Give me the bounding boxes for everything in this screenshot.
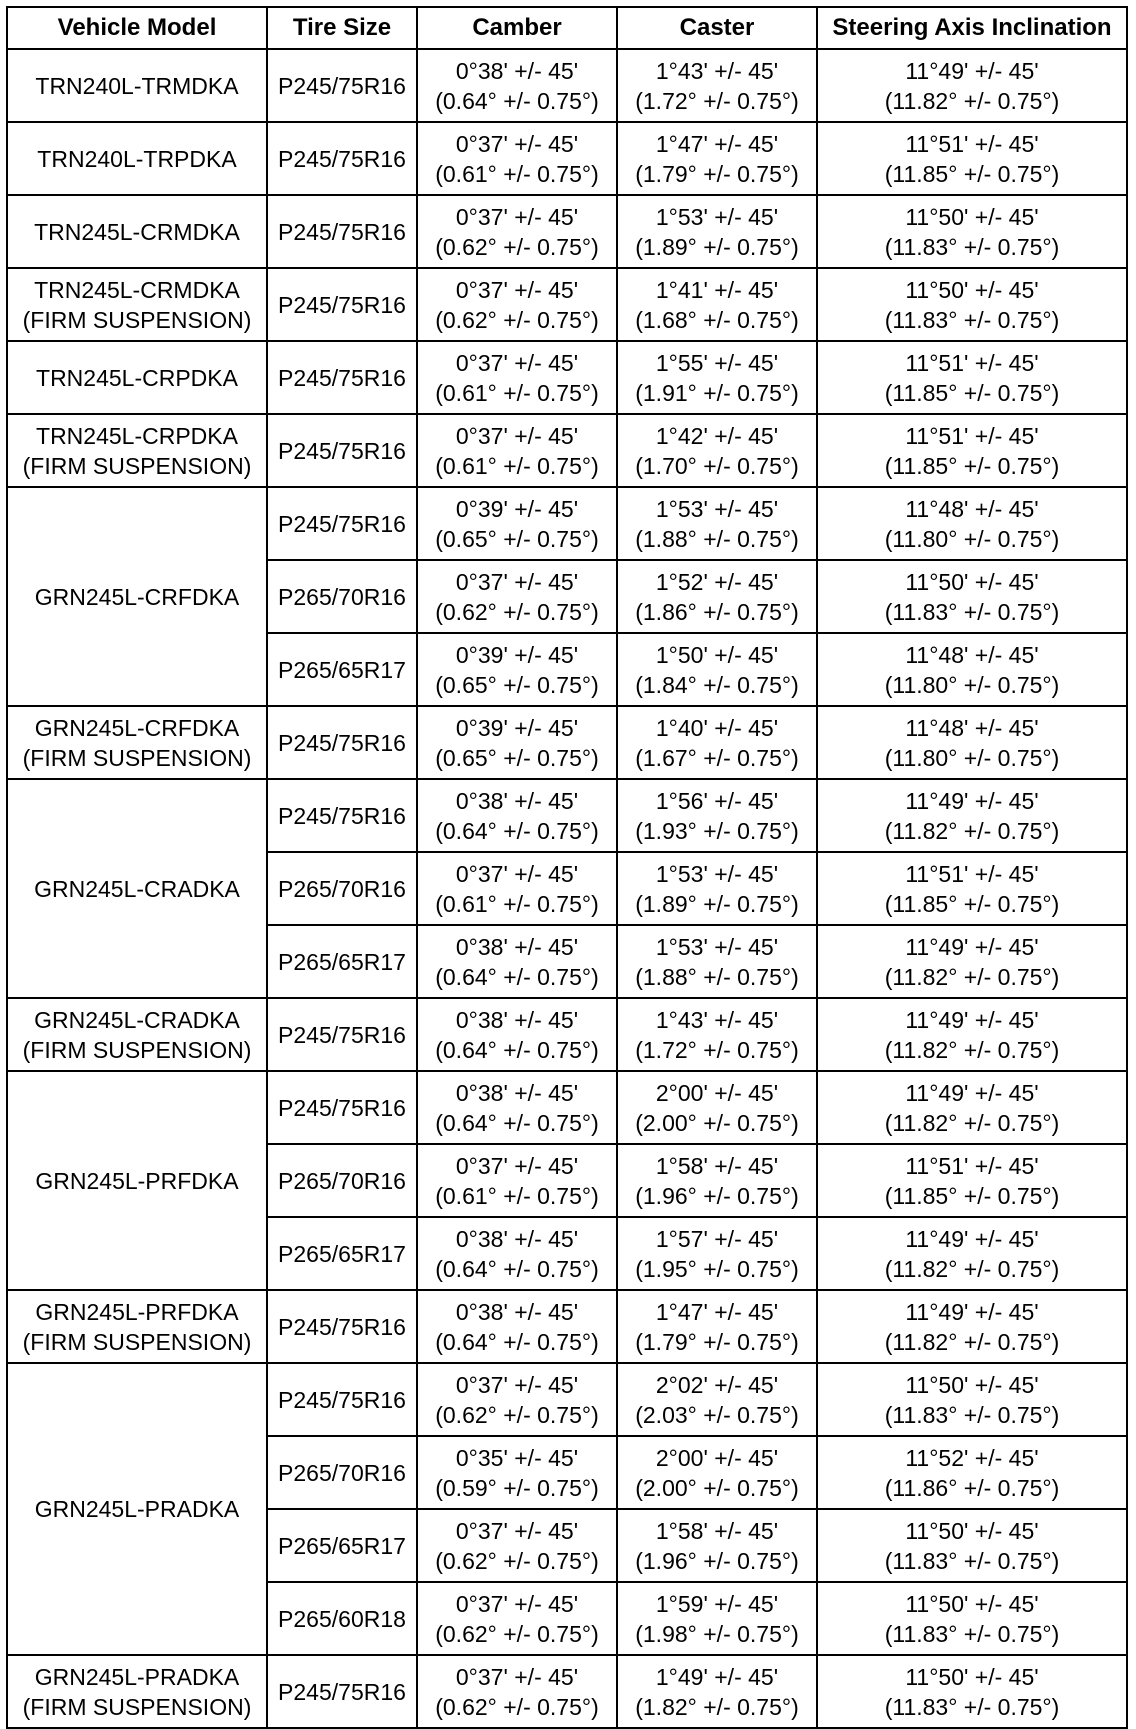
sai-value-line: (11.82° +/- 0.75°) — [884, 1328, 1060, 1355]
sai-value-line: (11.85° +/- 0.75°) — [884, 452, 1060, 479]
steering-axis-inclination-cell — [817, 122, 1127, 195]
camber-cell — [417, 1436, 617, 1509]
tire-size-cell: P245/75R16 — [267, 195, 417, 268]
caster-cell — [617, 1655, 817, 1728]
caster-value-line: 2°02' +/- 45' — [655, 1371, 779, 1398]
sai-value-line: (11.83° +/- 0.75°) — [884, 1401, 1060, 1428]
sai-value-line: 11°49' +/- 45' — [905, 57, 1039, 84]
sai-value-line: (11.83° +/- 0.75°) — [884, 598, 1060, 625]
vehicle-model-cell — [7, 487, 267, 706]
table-row — [7, 195, 1127, 268]
tire-size-cell: P245/75R16 — [267, 268, 417, 341]
caster-value-line: (1.95° +/- 0.75°) — [635, 1255, 799, 1282]
camber-cell — [417, 1144, 617, 1217]
tire-size-cell: P265/60R18 — [267, 1582, 417, 1655]
tire-size-cell: P245/75R16 — [267, 414, 417, 487]
tire-size-cell: P245/75R16 — [267, 49, 417, 122]
caster-value-line: 1°43' +/- 45' — [655, 57, 779, 84]
vehicle-model-cell — [7, 414, 267, 487]
sai-value-line: 11°49' +/- 45' — [905, 787, 1039, 814]
sai-value-line: 11°50' +/- 45' — [905, 1663, 1039, 1690]
vehicle-model-line: GRN245L-CRADKA — [34, 875, 240, 902]
vehicle-model-line: (FIRM SUSPENSION) — [22, 1036, 252, 1063]
camber-value-line: (0.62° +/- 0.75°) — [435, 1693, 599, 1720]
camber-cell — [417, 268, 617, 341]
camber-value-line: 0°38' +/- 45' — [455, 787, 579, 814]
sai-value-line: 11°51' +/- 45' — [905, 1152, 1039, 1179]
camber-value-line: (0.61° +/- 0.75°) — [435, 1182, 599, 1209]
camber-value-line: 0°37' +/- 45' — [455, 349, 579, 376]
vehicle-model-line: (FIRM SUSPENSION) — [22, 306, 252, 333]
caster-value-line: 1°42' +/- 45' — [655, 422, 779, 449]
sai-value-line: (11.80° +/- 0.75°) — [884, 744, 1060, 771]
caster-cell — [617, 268, 817, 341]
table-row — [7, 49, 1127, 122]
caster-cell — [617, 1290, 817, 1363]
caster-value-line: (1.96° +/- 0.75°) — [635, 1182, 799, 1209]
camber-value-line: 0°37' +/- 45' — [455, 1590, 579, 1617]
tire-size-cell: P265/65R17 — [267, 1509, 417, 1582]
camber-cell — [417, 195, 617, 268]
camber-cell — [417, 341, 617, 414]
camber-cell — [417, 706, 617, 779]
tire-size-cell: P245/75R16 — [267, 1655, 417, 1728]
sai-value-line: (11.80° +/- 0.75°) — [884, 671, 1060, 698]
tire-size-cell: P265/65R17 — [267, 633, 417, 706]
tire-size-cell: P265/70R16 — [267, 1144, 417, 1217]
header-camber: Camber — [417, 7, 617, 49]
table-row — [7, 1290, 1127, 1363]
caster-value-line: (2.00° +/- 0.75°) — [635, 1109, 799, 1136]
caster-value-line: 1°43' +/- 45' — [655, 1006, 779, 1033]
caster-value-line: 1°53' +/- 45' — [655, 860, 779, 887]
camber-value-line: 0°38' +/- 45' — [455, 1079, 579, 1106]
steering-axis-inclination-cell — [817, 1217, 1127, 1290]
caster-cell — [617, 1436, 817, 1509]
sai-value-line: (11.83° +/- 0.75°) — [884, 306, 1060, 333]
tire-size-cell: P265/65R17 — [267, 1217, 417, 1290]
camber-value-line: 0°39' +/- 45' — [455, 714, 579, 741]
sai-value-line: 11°48' +/- 45' — [905, 641, 1039, 668]
steering-axis-inclination-cell — [817, 1071, 1127, 1144]
camber-value-line: 0°37' +/- 45' — [455, 1663, 579, 1690]
alignment-spec-table — [6, 6, 1128, 1729]
camber-value-line: (0.61° +/- 0.75°) — [435, 890, 599, 917]
caster-cell — [617, 633, 817, 706]
steering-axis-inclination-cell — [817, 852, 1127, 925]
sai-value-line: 11°51' +/- 45' — [905, 422, 1039, 449]
tire-size-cell: P265/70R16 — [267, 1436, 417, 1509]
sai-value-line: 11°49' +/- 45' — [905, 1079, 1039, 1106]
camber-value-line: 0°37' +/- 45' — [455, 1517, 579, 1544]
sai-value-line: (11.85° +/- 0.75°) — [884, 160, 1060, 187]
caster-value-line: 1°49' +/- 45' — [655, 1663, 779, 1690]
caster-value-line: 1°41' +/- 45' — [655, 276, 779, 303]
steering-axis-inclination-cell — [817, 706, 1127, 779]
caster-value-line: 1°50' +/- 45' — [655, 641, 779, 668]
caster-value-line: 1°40' +/- 45' — [655, 714, 779, 741]
caster-value-line: (2.03° +/- 0.75°) — [635, 1401, 799, 1428]
sai-value-line: 11°49' +/- 45' — [905, 1006, 1039, 1033]
camber-value-line: 0°37' +/- 45' — [455, 422, 579, 449]
table-row — [7, 706, 1127, 779]
camber-cell — [417, 49, 617, 122]
caster-value-line: 1°47' +/- 45' — [655, 130, 779, 157]
steering-axis-inclination-cell — [817, 1655, 1127, 1728]
camber-value-line: 0°38' +/- 45' — [455, 1006, 579, 1033]
camber-cell — [417, 487, 617, 560]
sai-value-line: (11.85° +/- 0.75°) — [884, 379, 1060, 406]
table-row — [7, 414, 1127, 487]
steering-axis-inclination-cell — [817, 925, 1127, 998]
steering-axis-inclination-cell — [817, 268, 1127, 341]
sai-value-line: (11.82° +/- 0.75°) — [884, 1109, 1060, 1136]
tire-size-cell: P245/75R16 — [267, 1071, 417, 1144]
camber-cell — [417, 633, 617, 706]
camber-value-line: 0°37' +/- 45' — [455, 1152, 579, 1179]
sai-value-line: 11°51' +/- 45' — [905, 349, 1039, 376]
vehicle-model-line: (FIRM SUSPENSION) — [22, 452, 252, 479]
camber-cell — [417, 1655, 617, 1728]
camber-value-line: (0.62° +/- 0.75°) — [435, 233, 599, 260]
header-tire-size: Tire Size — [267, 7, 417, 49]
sai-value-line: 11°49' +/- 45' — [905, 1298, 1039, 1325]
vehicle-model-cell — [7, 1290, 267, 1363]
caster-value-line: 1°53' +/- 45' — [655, 495, 779, 522]
sai-value-line: 11°51' +/- 45' — [905, 860, 1039, 887]
caster-cell — [617, 1217, 817, 1290]
caster-value-line: 1°59' +/- 45' — [655, 1590, 779, 1617]
camber-value-line: (0.64° +/- 0.75°) — [435, 1255, 599, 1282]
vehicle-model-cell — [7, 49, 267, 122]
camber-cell — [417, 852, 617, 925]
caster-cell — [617, 779, 817, 852]
alignment-spec-sheet — [6, 6, 1126, 1729]
tire-size-cell: P245/75R16 — [267, 706, 417, 779]
vehicle-model-line: GRN245L-PRADKA — [34, 1663, 240, 1690]
caster-value-line: (1.86° +/- 0.75°) — [635, 598, 799, 625]
caster-cell — [617, 1582, 817, 1655]
vehicle-model-cell — [7, 1363, 267, 1655]
camber-value-line: 0°37' +/- 45' — [455, 130, 579, 157]
caster-value-line: (1.96° +/- 0.75°) — [635, 1547, 799, 1574]
camber-value-line: 0°37' +/- 45' — [455, 1371, 579, 1398]
caster-cell — [617, 195, 817, 268]
caster-value-line: 1°47' +/- 45' — [655, 1298, 779, 1325]
camber-cell — [417, 414, 617, 487]
sai-value-line: (11.82° +/- 0.75°) — [884, 1036, 1060, 1063]
camber-value-line: (0.64° +/- 0.75°) — [435, 1036, 599, 1063]
camber-value-line: (0.65° +/- 0.75°) — [435, 525, 599, 552]
camber-cell — [417, 122, 617, 195]
camber-value-line: (0.62° +/- 0.75°) — [435, 1401, 599, 1428]
tire-size-cell: P265/70R16 — [267, 560, 417, 633]
camber-value-line: (0.65° +/- 0.75°) — [435, 671, 599, 698]
sai-value-line: (11.83° +/- 0.75°) — [884, 233, 1060, 260]
caster-value-line: (1.84° +/- 0.75°) — [635, 671, 799, 698]
camber-value-line: 0°37' +/- 45' — [455, 276, 579, 303]
caster-value-line: (2.00° +/- 0.75°) — [635, 1474, 799, 1501]
steering-axis-inclination-cell — [817, 341, 1127, 414]
caster-value-line: (1.79° +/- 0.75°) — [635, 1328, 799, 1355]
vehicle-model-line: GRN245L-PRADKA — [34, 1496, 240, 1522]
sai-value-line: 11°50' +/- 45' — [905, 203, 1039, 230]
camber-cell — [417, 1290, 617, 1363]
caster-value-line: (1.89° +/- 0.75°) — [635, 233, 799, 260]
sai-value-line: 11°50' +/- 45' — [905, 276, 1039, 303]
camber-value-line: 0°38' +/- 45' — [455, 1225, 579, 1252]
camber-value-line: (0.61° +/- 0.75°) — [435, 452, 599, 479]
steering-axis-inclination-cell — [817, 779, 1127, 852]
table-row — [7, 268, 1127, 341]
caster-value-line: 2°00' +/- 45' — [655, 1079, 779, 1106]
vehicle-model-line: TRN240L-TRPDKA — [37, 145, 237, 172]
table-header — [7, 7, 1127, 49]
table-row — [7, 998, 1127, 1071]
camber-value-line: (0.62° +/- 0.75°) — [435, 598, 599, 625]
vehicle-model-cell — [7, 779, 267, 998]
caster-value-line: (1.91° +/- 0.75°) — [635, 379, 799, 406]
caster-cell — [617, 925, 817, 998]
vehicle-model-cell — [7, 706, 267, 779]
caster-value-line: (1.88° +/- 0.75°) — [635, 963, 799, 990]
caster-value-line: 1°58' +/- 45' — [655, 1152, 779, 1179]
camber-value-line: (0.62° +/- 0.75°) — [435, 306, 599, 333]
camber-cell — [417, 1509, 617, 1582]
steering-axis-inclination-cell — [817, 414, 1127, 487]
vehicle-model-line: GRN245L-CRADKA — [34, 1006, 240, 1033]
sai-value-line: 11°50' +/- 45' — [905, 1371, 1039, 1398]
camber-value-line: 0°38' +/- 45' — [455, 1298, 579, 1325]
tire-size-cell: P265/70R16 — [267, 852, 417, 925]
tire-size-cell: P245/75R16 — [267, 122, 417, 195]
vehicle-model-line: GRN245L-PRFDKA — [35, 1298, 239, 1325]
caster-value-line: 1°53' +/- 45' — [655, 203, 779, 230]
header-row — [7, 7, 1127, 49]
camber-value-line: 0°38' +/- 45' — [455, 57, 579, 84]
tire-size-cell: P245/75R16 — [267, 1290, 417, 1363]
caster-value-line: 1°55' +/- 45' — [655, 349, 779, 376]
steering-axis-inclination-cell — [817, 1582, 1127, 1655]
tire-size-cell: P245/75R16 — [267, 487, 417, 560]
camber-value-line: (0.62° +/- 0.75°) — [435, 1620, 599, 1647]
caster-cell — [617, 414, 817, 487]
vehicle-model-cell — [7, 122, 267, 195]
camber-value-line: 0°39' +/- 45' — [455, 641, 579, 668]
sai-value-line: (11.82° +/- 0.75°) — [884, 817, 1060, 844]
caster-value-line: (1.70° +/- 0.75°) — [635, 452, 799, 479]
camber-value-line: 0°38' +/- 45' — [455, 933, 579, 960]
camber-cell — [417, 1071, 617, 1144]
vehicle-model-cell — [7, 1655, 267, 1728]
steering-axis-inclination-cell — [817, 1144, 1127, 1217]
vehicle-model-line: TRN245L-CRMDKA — [34, 218, 240, 245]
sai-value-line: (11.82° +/- 0.75°) — [884, 963, 1060, 990]
camber-value-line: (0.64° +/- 0.75°) — [435, 87, 599, 114]
header-steering-axis-inclination: Steering Axis Inclination — [817, 7, 1127, 49]
caster-value-line: (1.72° +/- 0.75°) — [635, 87, 799, 114]
caster-cell — [617, 706, 817, 779]
camber-value-line: (0.65° +/- 0.75°) — [435, 744, 599, 771]
tire-size-cell: P245/75R16 — [267, 1363, 417, 1436]
tire-size-cell: P245/75R16 — [267, 341, 417, 414]
vehicle-model-cell — [7, 998, 267, 1071]
tire-size-cell: P265/65R17 — [267, 925, 417, 998]
camber-value-line: (0.62° +/- 0.75°) — [435, 1547, 599, 1574]
vehicle-model-line: TRN240L-TRMDKA — [35, 72, 239, 99]
steering-axis-inclination-cell — [817, 195, 1127, 268]
camber-value-line: (0.61° +/- 0.75°) — [435, 379, 599, 406]
sai-value-line: 11°49' +/- 45' — [905, 933, 1039, 960]
table-row — [7, 1655, 1127, 1728]
tire-size-cell: P245/75R16 — [267, 998, 417, 1071]
vehicle-model-cell — [7, 1071, 267, 1290]
vehicle-model-line: GRN245L-PRFDKA — [35, 1167, 239, 1194]
caster-cell — [617, 998, 817, 1071]
steering-axis-inclination-cell — [817, 49, 1127, 122]
camber-value-line: 0°35' +/- 45' — [455, 1444, 579, 1471]
camber-cell — [417, 925, 617, 998]
camber-cell — [417, 1363, 617, 1436]
sai-value-line: (11.82° +/- 0.75°) — [884, 1255, 1060, 1282]
camber-value-line: (0.61° +/- 0.75°) — [435, 160, 599, 187]
caster-value-line: 1°58' +/- 45' — [655, 1517, 779, 1544]
caster-value-line: 1°57' +/- 45' — [655, 1225, 779, 1252]
vehicle-model-cell — [7, 268, 267, 341]
sai-value-line: 11°51' +/- 45' — [905, 130, 1039, 157]
steering-axis-inclination-cell — [817, 487, 1127, 560]
camber-value-line: 0°39' +/- 45' — [455, 495, 579, 522]
caster-value-line: (1.67° +/- 0.75°) — [635, 744, 799, 771]
camber-value-line: (0.59° +/- 0.75°) — [435, 1474, 599, 1501]
table-body — [7, 49, 1127, 1728]
sai-value-line: (11.86° +/- 0.75°) — [884, 1474, 1060, 1501]
caster-value-line: 1°56' +/- 45' — [655, 787, 779, 814]
camber-cell — [417, 1582, 617, 1655]
sai-value-line: 11°50' +/- 45' — [905, 1517, 1039, 1544]
steering-axis-inclination-cell — [817, 633, 1127, 706]
caster-cell — [617, 49, 817, 122]
sai-value-line: 11°48' +/- 45' — [905, 495, 1039, 522]
header-vehicle-model: Vehicle Model — [7, 7, 267, 49]
caster-value-line: 2°00' +/- 45' — [655, 1444, 779, 1471]
camber-value-line: 0°37' +/- 45' — [455, 568, 579, 595]
caster-value-line: (1.68° +/- 0.75°) — [635, 306, 799, 333]
sai-value-line: 11°49' +/- 45' — [905, 1225, 1039, 1252]
vehicle-model-line: GRN245L-CRFDKA — [34, 583, 240, 610]
table-row — [7, 122, 1127, 195]
camber-cell — [417, 1217, 617, 1290]
caster-cell — [617, 122, 817, 195]
camber-cell — [417, 560, 617, 633]
camber-value-line: (0.64° +/- 0.75°) — [435, 1109, 599, 1136]
caster-cell — [617, 1071, 817, 1144]
table-row — [7, 487, 1127, 560]
table-row — [7, 779, 1127, 852]
steering-axis-inclination-cell — [817, 998, 1127, 1071]
caster-value-line: 1°52' +/- 45' — [655, 568, 779, 595]
caster-cell — [617, 487, 817, 560]
steering-axis-inclination-cell — [817, 560, 1127, 633]
table-row — [7, 1071, 1127, 1144]
tire-size-cell: P245/75R16 — [267, 779, 417, 852]
steering-axis-inclination-cell — [817, 1509, 1127, 1582]
caster-value-line: (1.93° +/- 0.75°) — [635, 817, 799, 844]
sai-value-line: 11°48' +/- 45' — [905, 714, 1039, 741]
sai-value-line: (11.85° +/- 0.75°) — [884, 1182, 1060, 1209]
sai-value-line: 11°50' +/- 45' — [905, 1590, 1039, 1617]
camber-cell — [417, 998, 617, 1071]
camber-cell — [417, 779, 617, 852]
caster-cell — [617, 1363, 817, 1436]
sai-value-line: 11°52' +/- 45' — [905, 1444, 1039, 1471]
camber-value-line: (0.64° +/- 0.75°) — [435, 817, 599, 844]
sai-value-line: (11.83° +/- 0.75°) — [884, 1547, 1060, 1574]
vehicle-model-cell — [7, 341, 267, 414]
vehicle-model-line: TRN245L-CRPDKA — [36, 364, 238, 391]
caster-cell — [617, 852, 817, 925]
camber-value-line: (0.64° +/- 0.75°) — [435, 963, 599, 990]
sai-value-line: 11°50' +/- 45' — [905, 568, 1039, 595]
table-row — [7, 341, 1127, 414]
caster-cell — [617, 1509, 817, 1582]
caster-value-line: (1.89° +/- 0.75°) — [635, 890, 799, 917]
caster-value-line: 1°53' +/- 45' — [655, 933, 779, 960]
caster-value-line: (1.82° +/- 0.75°) — [635, 1693, 799, 1720]
camber-value-line: 0°37' +/- 45' — [455, 860, 579, 887]
sai-value-line: (11.85° +/- 0.75°) — [884, 890, 1060, 917]
header-caster: Caster — [617, 7, 817, 49]
sai-value-line: (11.83° +/- 0.75°) — [884, 1693, 1060, 1720]
steering-axis-inclination-cell — [817, 1436, 1127, 1509]
sai-value-line: (11.82° +/- 0.75°) — [884, 87, 1060, 114]
vehicle-model-cell — [7, 195, 267, 268]
camber-value-line: (0.64° +/- 0.75°) — [435, 1328, 599, 1355]
vehicle-model-line: (FIRM SUSPENSION) — [22, 1328, 252, 1355]
table-row — [7, 1363, 1127, 1436]
caster-value-line: (1.98° +/- 0.75°) — [635, 1620, 799, 1647]
vehicle-model-line: GRN245L-CRFDKA — [34, 714, 240, 741]
vehicle-model-line: TRN245L-CRMDKA — [34, 276, 240, 303]
caster-value-line: (1.79° +/- 0.75°) — [635, 160, 799, 187]
sai-value-line: (11.80° +/- 0.75°) — [884, 525, 1060, 552]
caster-cell — [617, 341, 817, 414]
caster-value-line: (1.88° +/- 0.75°) — [635, 525, 799, 552]
camber-value-line: 0°37' +/- 45' — [455, 203, 579, 230]
caster-cell — [617, 1144, 817, 1217]
steering-axis-inclination-cell — [817, 1363, 1127, 1436]
caster-value-line: (1.72° +/- 0.75°) — [635, 1036, 799, 1063]
sai-value-line: (11.83° +/- 0.75°) — [884, 1620, 1060, 1647]
vehicle-model-line: (FIRM SUSPENSION) — [22, 744, 252, 771]
steering-axis-inclination-cell — [817, 1290, 1127, 1363]
vehicle-model-line: (FIRM SUSPENSION) — [22, 1693, 252, 1720]
caster-cell — [617, 560, 817, 633]
vehicle-model-line: TRN245L-CRPDKA — [36, 422, 238, 449]
